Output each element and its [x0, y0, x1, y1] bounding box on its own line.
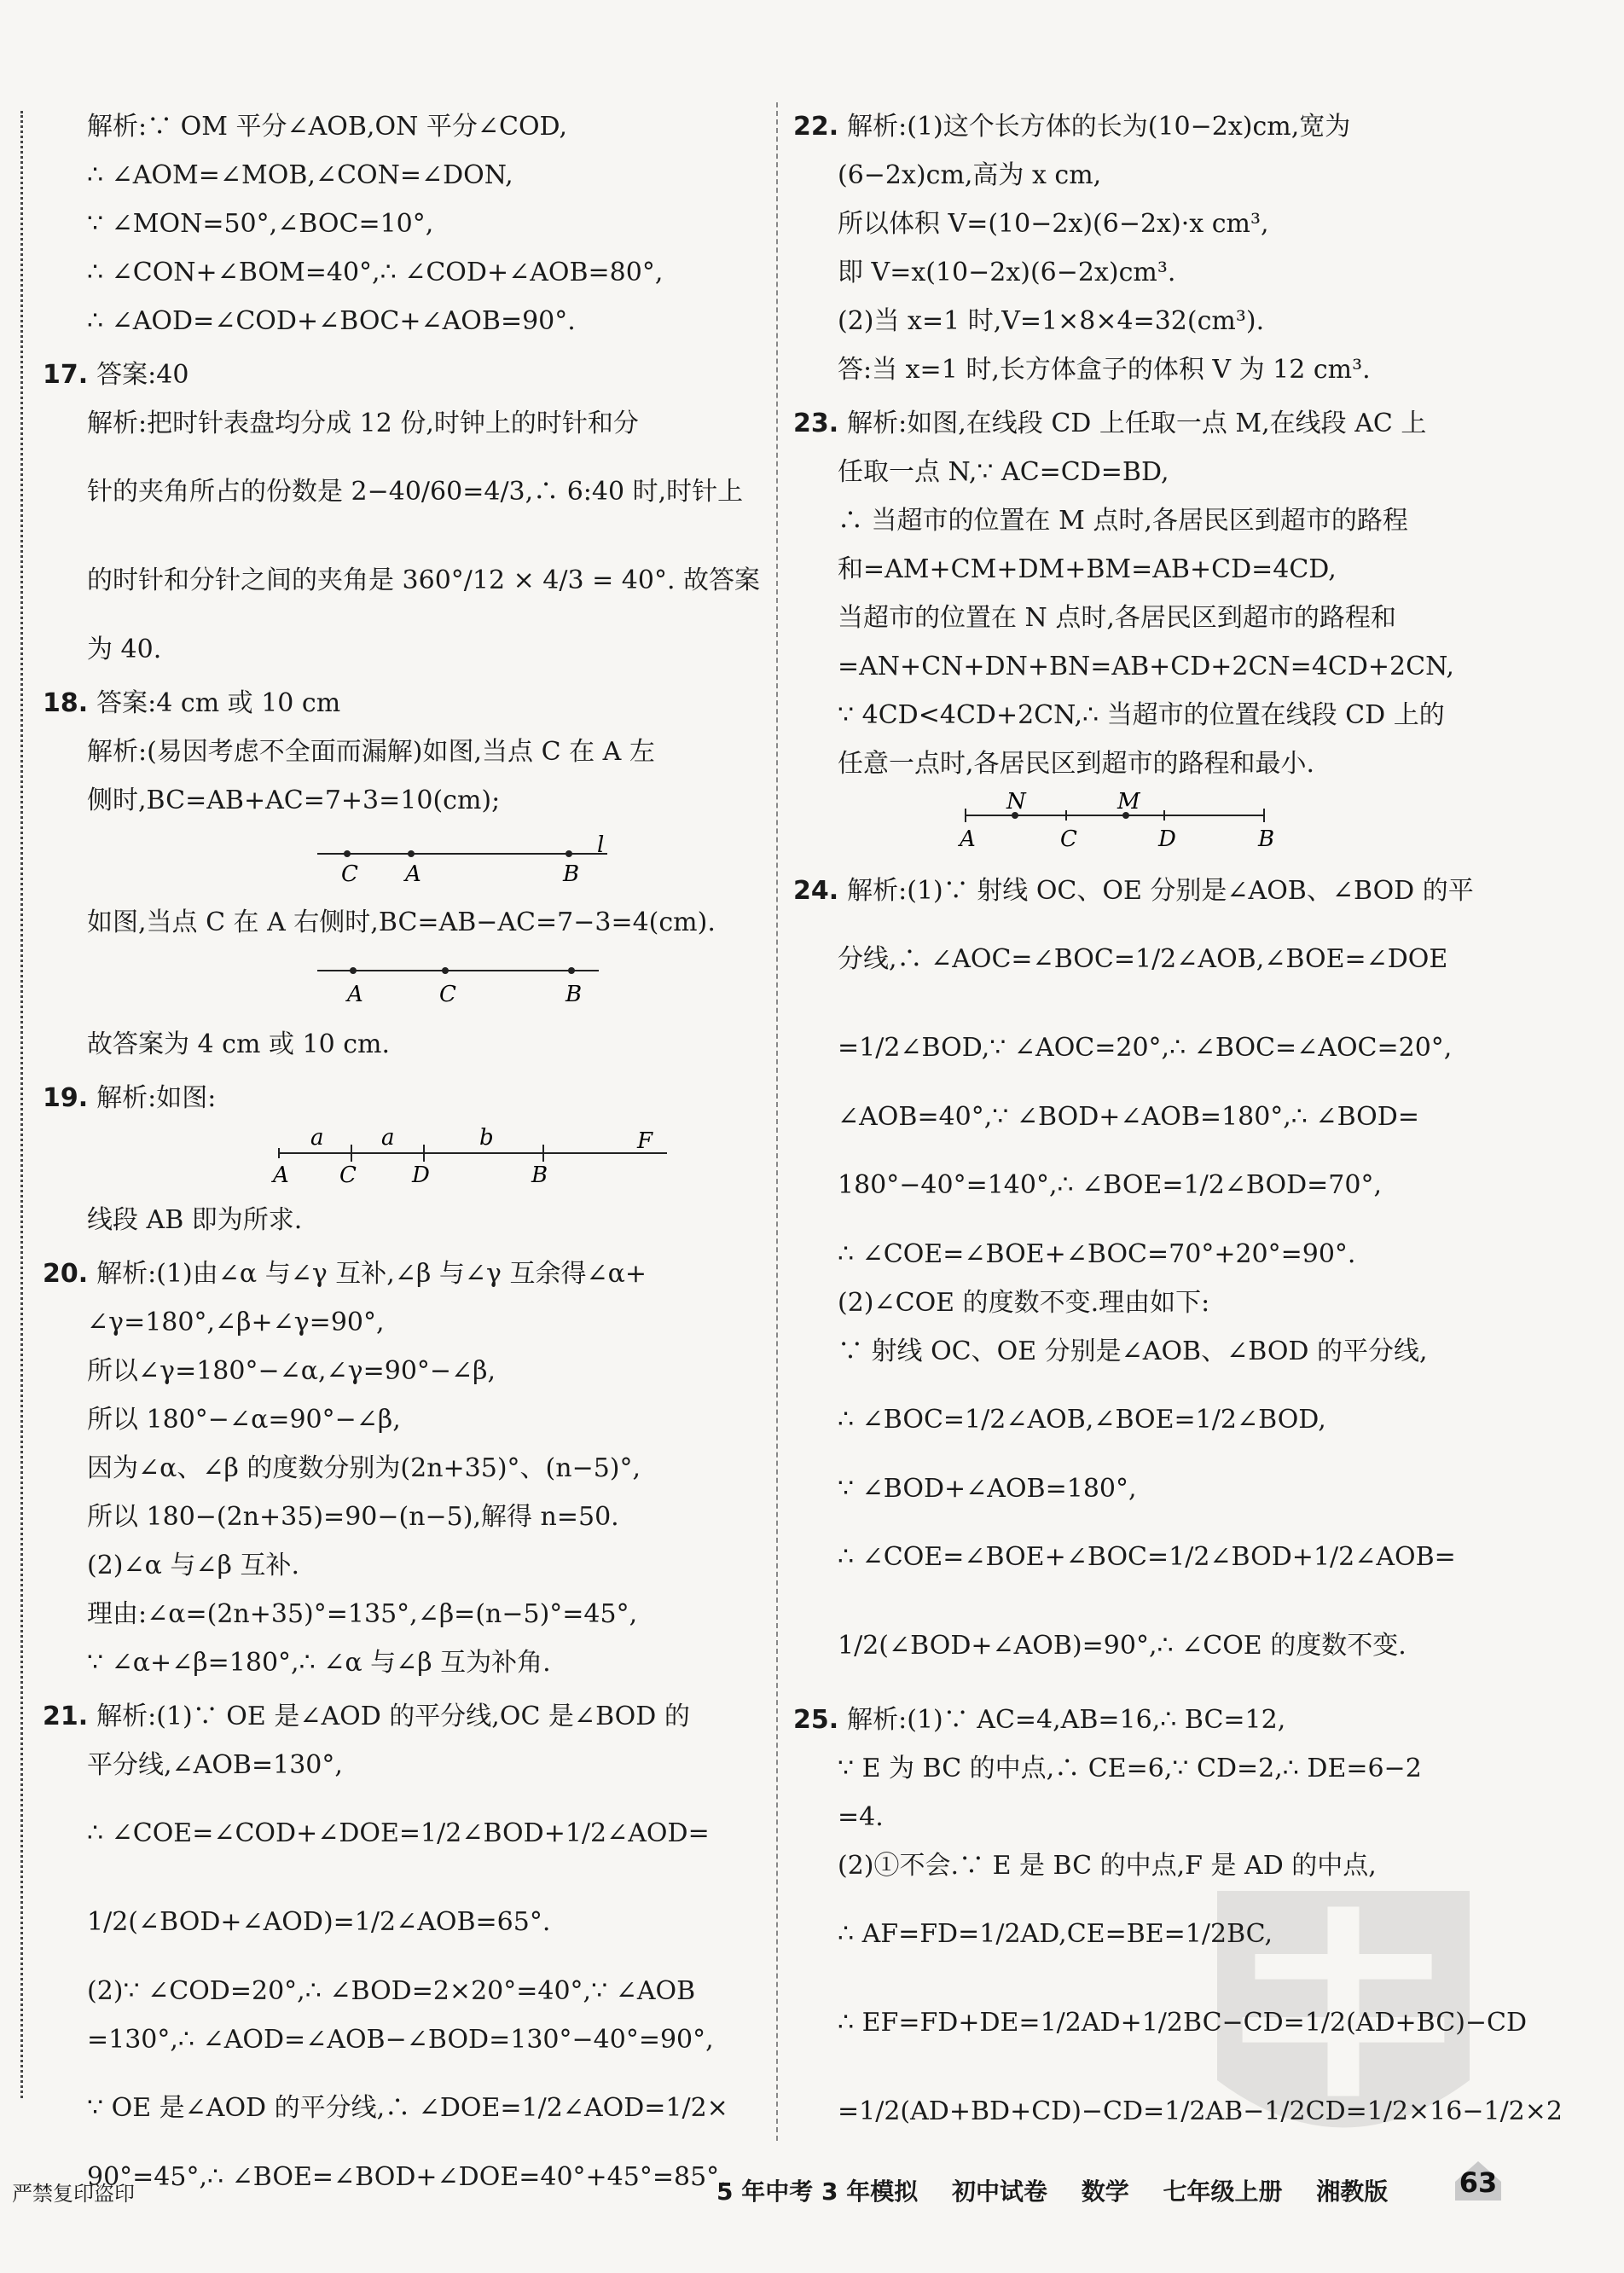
question-number: 18.	[43, 688, 89, 718]
text-line: 因为∠α、∠β 的度数分别为(2n+35)°、(n−5)°,	[87, 1453, 641, 1483]
point-label: C	[341, 861, 358, 887]
text-line: 答案:4 cm 或 10 cm	[96, 688, 341, 718]
text-line: (2)∵ ∠COD=20°,∴ ∠BOD=2×20°=40°,∵ ∠AOB	[87, 1976, 696, 2006]
page-footer	[0, 2166, 1624, 2218]
text-line: 和=AM+CM+DM+BM=AB+CD=4CD,	[838, 554, 1337, 584]
text-line: (2)∠α 与∠β 互补.	[87, 1551, 299, 1580]
point-label: C	[439, 982, 456, 1007]
text-line: 解析:把时针表盘均分成 12 份,时钟上的时针和分	[87, 409, 639, 438]
text-line: 解析:(1)∵ OE 是∠AOD 的平分线,OC 是∠BOD 的	[96, 1702, 690, 1731]
question-number: 23.	[793, 409, 839, 438]
point-label: C	[1060, 826, 1077, 852]
answer-19	[43, 1074, 759, 1244]
copyright-notice: 严禁复印盗印	[12, 2182, 135, 2206]
text-line: 所以 180−(2n+35)=90−(n−5),解得 n=50.	[87, 1502, 619, 1532]
text-line: 理由:∠α=(2n+35)°=135°,∠β=(n−5)°=45°,	[87, 1599, 638, 1629]
point-label: A	[960, 826, 976, 852]
text-line: ∴ ∠AOM=∠MOB,∠CON=∠DON,	[87, 160, 513, 190]
text-line: ∴ ∠COE=∠BOE+∠BOC=70°+20°=90°.	[838, 1239, 1356, 1269]
question-number: 19.	[43, 1083, 89, 1113]
text-line: =1/2∠BOD,∵ ∠AOC=20°,∴ ∠BOC=∠AOC=20°,	[838, 1033, 1453, 1063]
text-line: 解析:(易因考虑不全面而漏解)如图,当点 C 在 A 左	[87, 737, 655, 767]
answer-22	[793, 102, 1510, 394]
paper-type: 初中试卷	[951, 2177, 1047, 2206]
text-line: 答:当 x=1 时,长方体盒子的体积 V 为 12 cm³.	[838, 355, 1371, 385]
point-label: D	[1158, 826, 1176, 852]
text-line: 侧时,BC=AB+AC=7+3=10(cm);	[87, 786, 501, 815]
text-line: 所以 180°−∠α=90°−∠β,	[87, 1405, 401, 1435]
text-line: ∠γ=180°,∠β+∠γ=90°,	[87, 1308, 385, 1337]
line-diagram-18a	[87, 828, 605, 891]
point-label: M	[1117, 789, 1140, 815]
text-line: 解析:如图:	[96, 1083, 217, 1113]
line-diagram-19	[87, 1126, 684, 1189]
left-column	[43, 102, 759, 2206]
grade: 七年级上册	[1163, 2177, 1283, 2206]
text-line: (2)当 x=1 时,V=1×8×4=32(cm³).	[838, 306, 1265, 336]
page-number-badge	[1448, 2156, 1508, 2209]
text-line: (2)①不会.∵ E 是 BC 的中点,F 是 AD 的中点,	[838, 1851, 1377, 1881]
question-number: 20.	[43, 1259, 89, 1289]
text-line: ∵ ∠BOD+∠AOB=180°,	[838, 1474, 1137, 1504]
text-line: 180°−40°=140°,∴ ∠BOE=1/2∠BOD=70°,	[838, 1170, 1383, 1200]
text-line: 90°=45°,∴ ∠BOE=∠BOD+∠DOE=40°+45°=85°.	[87, 2162, 728, 2192]
text-line: ∵ ∠α+∠β=180°,∴ ∠α 与∠β 互为补角.	[87, 1648, 551, 1678]
question-number: 22.	[793, 112, 839, 142]
text-line: ∴ AF=FD=1/2AD,CE=BE=1/2BC,	[838, 1919, 1273, 1949]
answer-23	[793, 399, 1510, 861]
text-line: ∴ ∠CON+∠BOM=40°,∴ ∠COD+∠AOB=80°,	[87, 258, 664, 287]
line-label: l	[597, 832, 605, 858]
text-line: 1/2(∠BOD+∠AOB)=90°,∴ ∠COE 的度数不变.	[838, 1631, 1406, 1661]
text-line: 为 40.	[87, 635, 162, 664]
text-line: 解析:(1)由∠α 与∠γ 互补,∠β 与∠γ 互余得∠α+	[96, 1259, 647, 1289]
answer-17	[43, 351, 759, 674]
question-number: 24.	[793, 876, 839, 906]
question-number: 17.	[43, 360, 89, 390]
question-number: 21.	[43, 1702, 89, 1731]
answer-18	[43, 679, 759, 1069]
text-line: ∵ ∠MON=50°,∠BOC=10°,	[87, 209, 434, 239]
line-diagram-18b	[87, 950, 599, 1013]
text-line: 任取一点 N,∵ AC=CD=BD,	[838, 457, 1169, 487]
text-line: 如图,当点 C 在 A 右侧时,BC=AB−AC=7−3=4(cm).	[87, 907, 716, 937]
point-label: B	[566, 982, 583, 1007]
text-line: ∴ 当超市的位置在 M 点时,各居民区到超市的路程	[838, 506, 1408, 536]
text-line: 解析:(1)∵ 射线 OC、OE 分别是∠AOB、∠BOD 的平	[847, 876, 1474, 906]
text-line: ∵ 4CD<4CD+2CN,∴ 当超市的位置在线段 CD 上的	[838, 700, 1445, 730]
text-line: ∵ OE 是∠AOD 的平分线,∴ ∠DOE=1/2∠AOD=1/2×	[87, 2093, 728, 2123]
text-line: ∵ 射线 OC、OE 分别是∠AOB、∠BOD 的平分线,	[838, 1337, 1428, 1366]
text-line: (2)∠COE 的度数不变.理由如下:	[838, 1288, 1210, 1318]
text-line: ∴ ∠AOD=∠COD+∠BOC+∠AOB=90°.	[87, 306, 576, 336]
text-line: 解析:如图,在线段 CD 上任取一点 M,在线段 AC 上	[847, 409, 1427, 438]
segment-label: a	[381, 1125, 395, 1151]
question-number: 25.	[793, 1705, 839, 1735]
answer-16-continued	[43, 102, 759, 345]
text-line: 的时针和分针之间的夹角是 360°/12 × 4/3 = 40°. 故答案	[87, 565, 761, 595]
text-line: 答案:40	[96, 360, 189, 390]
segment-label: b	[479, 1125, 494, 1151]
point-label: A	[405, 861, 421, 887]
point-label: D	[412, 1163, 430, 1188]
text-line: ∠AOB=40°,∵ ∠BOD+∠AOB=180°,∴ ∠BOD=	[838, 1102, 1419, 1132]
text-line: ∴ ∠COE=∠BOE+∠BOC=1/2∠BOD+1/2∠AOB=	[838, 1542, 1456, 1572]
point-label: C	[339, 1163, 357, 1188]
text-line: (6−2x)cm,高为 x cm,	[838, 160, 1102, 190]
text-line: 故答案为 4 cm 或 10 cm.	[87, 1029, 390, 1059]
book-info	[716, 2173, 1413, 2207]
text-line: =130°,∴ ∠AOD=∠AOB−∠BOD=130°−40°=90°,	[87, 2025, 714, 2055]
text-line: 平分线,∠AOB=130°,	[87, 1750, 343, 1780]
point-label: B	[1258, 826, 1275, 852]
edition: 湘教版	[1316, 2177, 1389, 2206]
answer-24	[793, 867, 1510, 1690]
text-line: =AN+CN+DN+BN=AB+CD+2CN=4CD+2CN,	[838, 652, 1454, 681]
point-label: N	[1006, 789, 1026, 815]
text-line: 解析:(1)这个长方体的长为(10−2x)cm,宽为	[847, 112, 1351, 142]
series-name: 5 年中考 3 年模拟	[716, 2177, 919, 2206]
text-line: 任意一点时,各居民区到超市的路程和最小.	[838, 749, 1315, 779]
answer-21	[43, 1692, 759, 2201]
point-label: A	[347, 982, 363, 1007]
text-line: 线段 AB 即为所求.	[87, 1205, 303, 1235]
segment-label: a	[310, 1125, 324, 1151]
text-line: =1/2(AD+BD+CD)−CD=1/2AB−1/2CD=1/2×16−1/2×2	[838, 2096, 1563, 2126]
text-line: ∴ EF=FD+DE=1/2AD+1/2BC−CD=1/2(AD+BC)−CD	[838, 2008, 1528, 2038]
text-line: ∴ ∠COE=∠COD+∠DOE=1/2∠BOD+1/2∠AOD=	[87, 1818, 710, 1848]
column-divider	[776, 102, 778, 2141]
right-column	[793, 102, 1563, 2161]
text-line: 针的夹角所占的份数是 2−40/60=4/3,∴ 6:40 时,时针上	[87, 477, 744, 507]
ray-label: F	[637, 1128, 653, 1154]
answer-20	[43, 1250, 759, 1687]
text-line: 1/2(∠BOD+∠AOD)=1/2∠AOB=65°.	[87, 1907, 551, 1937]
text-line: 所以体积 V=(10−2x)(6−2x)·x cm³,	[838, 209, 1269, 239]
text-line: =4.	[838, 1802, 884, 1832]
text-line: 解析:(1)∵ AC=4,AB=16,∴ BC=12,	[847, 1705, 1286, 1735]
text-line: 即 V=x(10−2x)(6−2x)cm³.	[838, 258, 1176, 287]
line-diagram-23	[838, 791, 1435, 855]
text-line: 分线,∴ ∠AOC=∠BOC=1/2∠AOB,∠BOE=∠DOE	[838, 944, 1448, 974]
text-line: ∴ ∠BOC=1/2∠AOB,∠BOE=1/2∠BOD,	[838, 1405, 1326, 1435]
binding-edge-dots	[20, 111, 23, 2098]
text-line: ∵ E 为 BC 的中点,∴ CE=6,∵ CD=2,∴ DE=6−2	[838, 1754, 1422, 1783]
text-line: 解析:∵ OM 平分∠AOB,ON 平分∠COD,	[87, 112, 568, 142]
subject: 数学	[1081, 2177, 1129, 2206]
point-label: A	[273, 1163, 289, 1188]
text-line: 所以∠γ=180°−∠α,∠γ=90°−∠β,	[87, 1356, 496, 1386]
answer-25	[793, 1696, 1563, 2156]
text-line: 当超市的位置在 N 点时,各居民区到超市的路程和	[838, 603, 1396, 633]
point-label: B	[531, 1163, 548, 1188]
point-label: B	[563, 861, 580, 887]
page-number: 63	[1459, 2166, 1498, 2199]
